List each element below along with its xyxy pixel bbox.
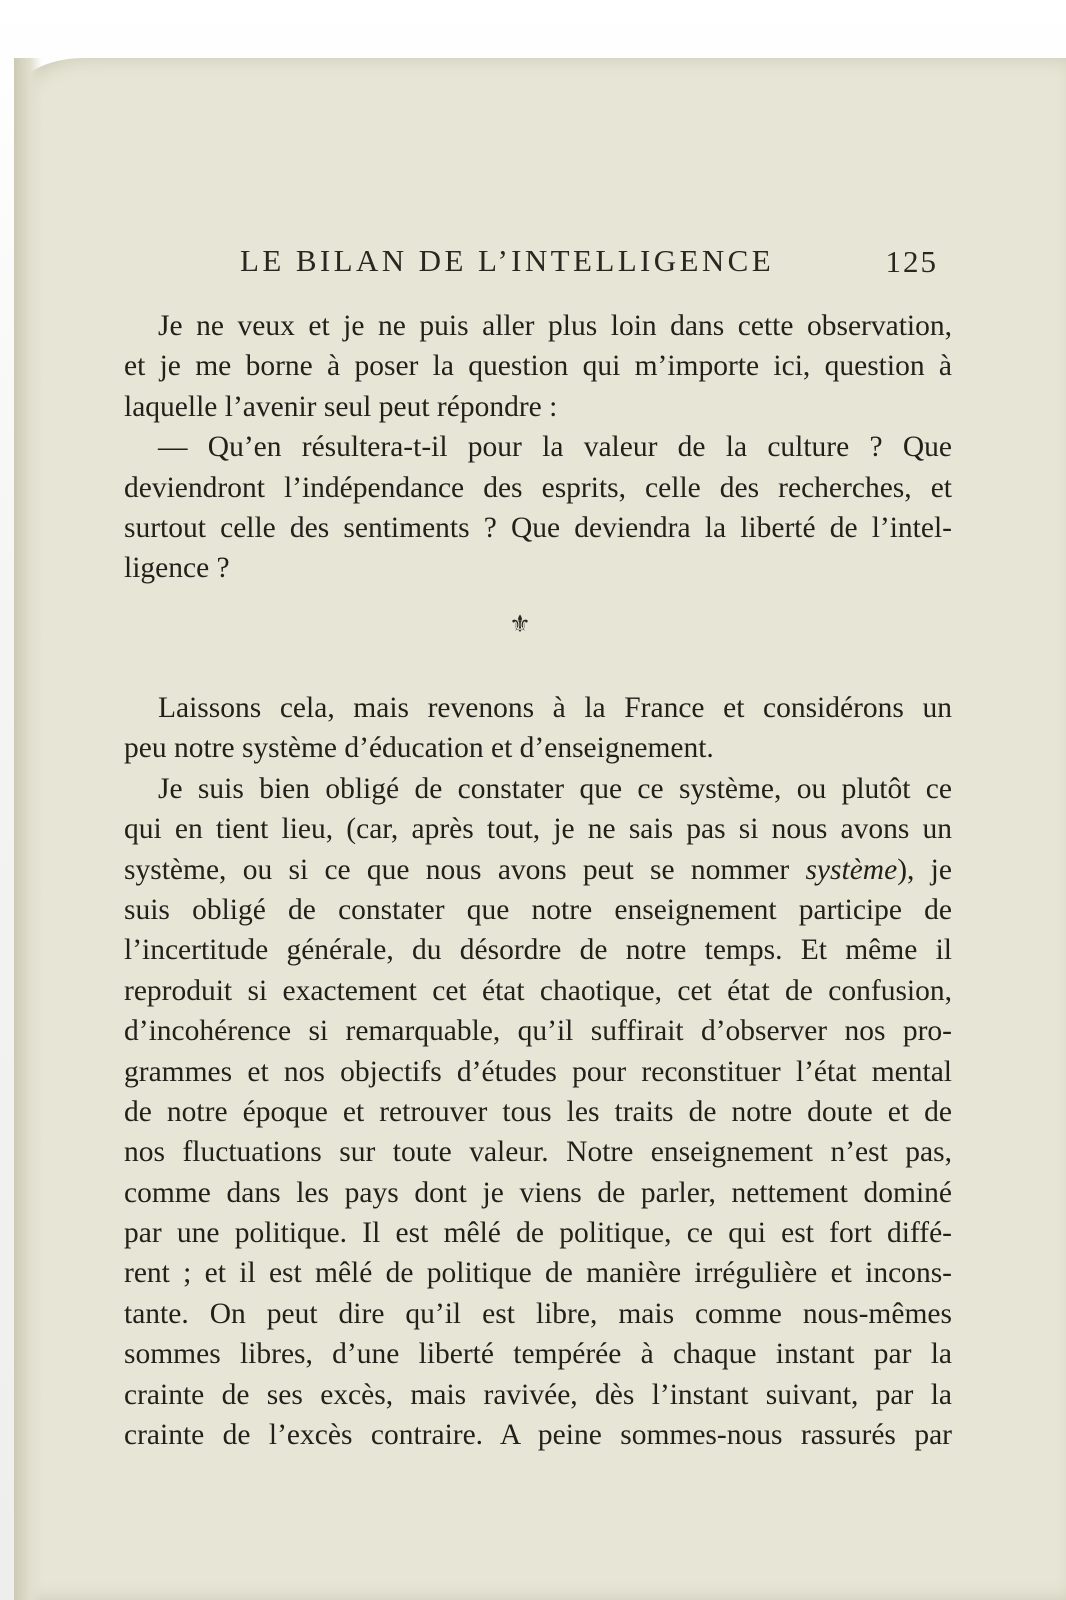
text-line-with-italic [124, 850, 952, 890]
text-line: surtout celle des sentiments ? Que deviendra la liberté de l’intel- [124, 511, 952, 544]
page-curl [14, 58, 42, 1600]
text-line: Je ne veux et je ne puis aller plus loin dans cette observation, [158, 310, 952, 342]
text-run: ), je [897, 853, 952, 886]
text-line: laquelle l’avenir seul peut répondre : [124, 390, 558, 423]
text-line: par une politique. Il est mêlé de politique, ce qui est fort diffé- [124, 1217, 952, 1250]
text-line: Laissons cela, mais revenons à la France et considérons un [158, 692, 952, 724]
running-title: LE BILAN DE L’INTELLIGENCE [240, 243, 775, 278]
text-line: reproduit si exactement cet état chaotique, cet état de confusion, [124, 974, 952, 1007]
text-line: l’incertitude générale, du désordre de notre temps. Et même il [124, 934, 952, 967]
text-block-lower [124, 688, 952, 1455]
page-number: 125 [885, 244, 938, 279]
text-line: tante. On peut dire qu’il est libre, mais comme nous-mêmes [124, 1297, 952, 1330]
text-line: crainte de ses excès, mais ravivée, dès l’instant suivant, par la [124, 1378, 952, 1411]
text-line: d’incohérence si remarquable, qu’il suffirait d’observer nos pro- [124, 1015, 952, 1048]
text-line: de notre époque et retrouver tous les traits de notre doute et de [124, 1095, 952, 1128]
italic-word: système [805, 853, 898, 886]
text-line: deviendront l’indépendance des esprits, celle des recherches, et [124, 471, 952, 504]
text-line: sommes libres, d’une liberté tempérée à chaque instant par la [124, 1338, 952, 1371]
text-line: qui en tient lieu, (car, après tout, je ne sais pas si nous avons un [124, 813, 952, 846]
text-line: ligence ? [124, 552, 230, 585]
text-line: nos fluctuations sur toute valeur. Notre enseignement n’est pas, [124, 1136, 952, 1169]
text-line: peu notre système d’éducation et d’enseignement. [124, 732, 714, 765]
text-line: Je suis bien obligé de constater que ce système, ou plutôt ce [158, 772, 952, 805]
text-line: grammes et nos objectifs d’études pour reconstituer l’état mental [124, 1055, 952, 1088]
text-line: suis obligé de constater que notre enseignement participe de [124, 893, 952, 926]
text-block-upper [124, 306, 952, 589]
fleuron-separator-icon: ⚜ [509, 610, 531, 638]
text-run: système, ou si ce que nous avons peut se nommer [124, 853, 806, 886]
text-line: — Qu’en résultera-t-il pour la valeur de la culture ? Que [158, 431, 952, 464]
text-line: et je me borne à poser la question qui m’importe ici, question à [124, 350, 952, 383]
text-line: comme dans les pays dont je viens de parler, nettement dominé [124, 1176, 952, 1209]
text-line: crainte de l’excès contraire. A peine sommes-nous rassurés par [124, 1419, 952, 1452]
text-line: rent ; et il est mêlé de politique de manière irrégulière et incons- [124, 1257, 952, 1290]
running-head [240, 243, 950, 283]
